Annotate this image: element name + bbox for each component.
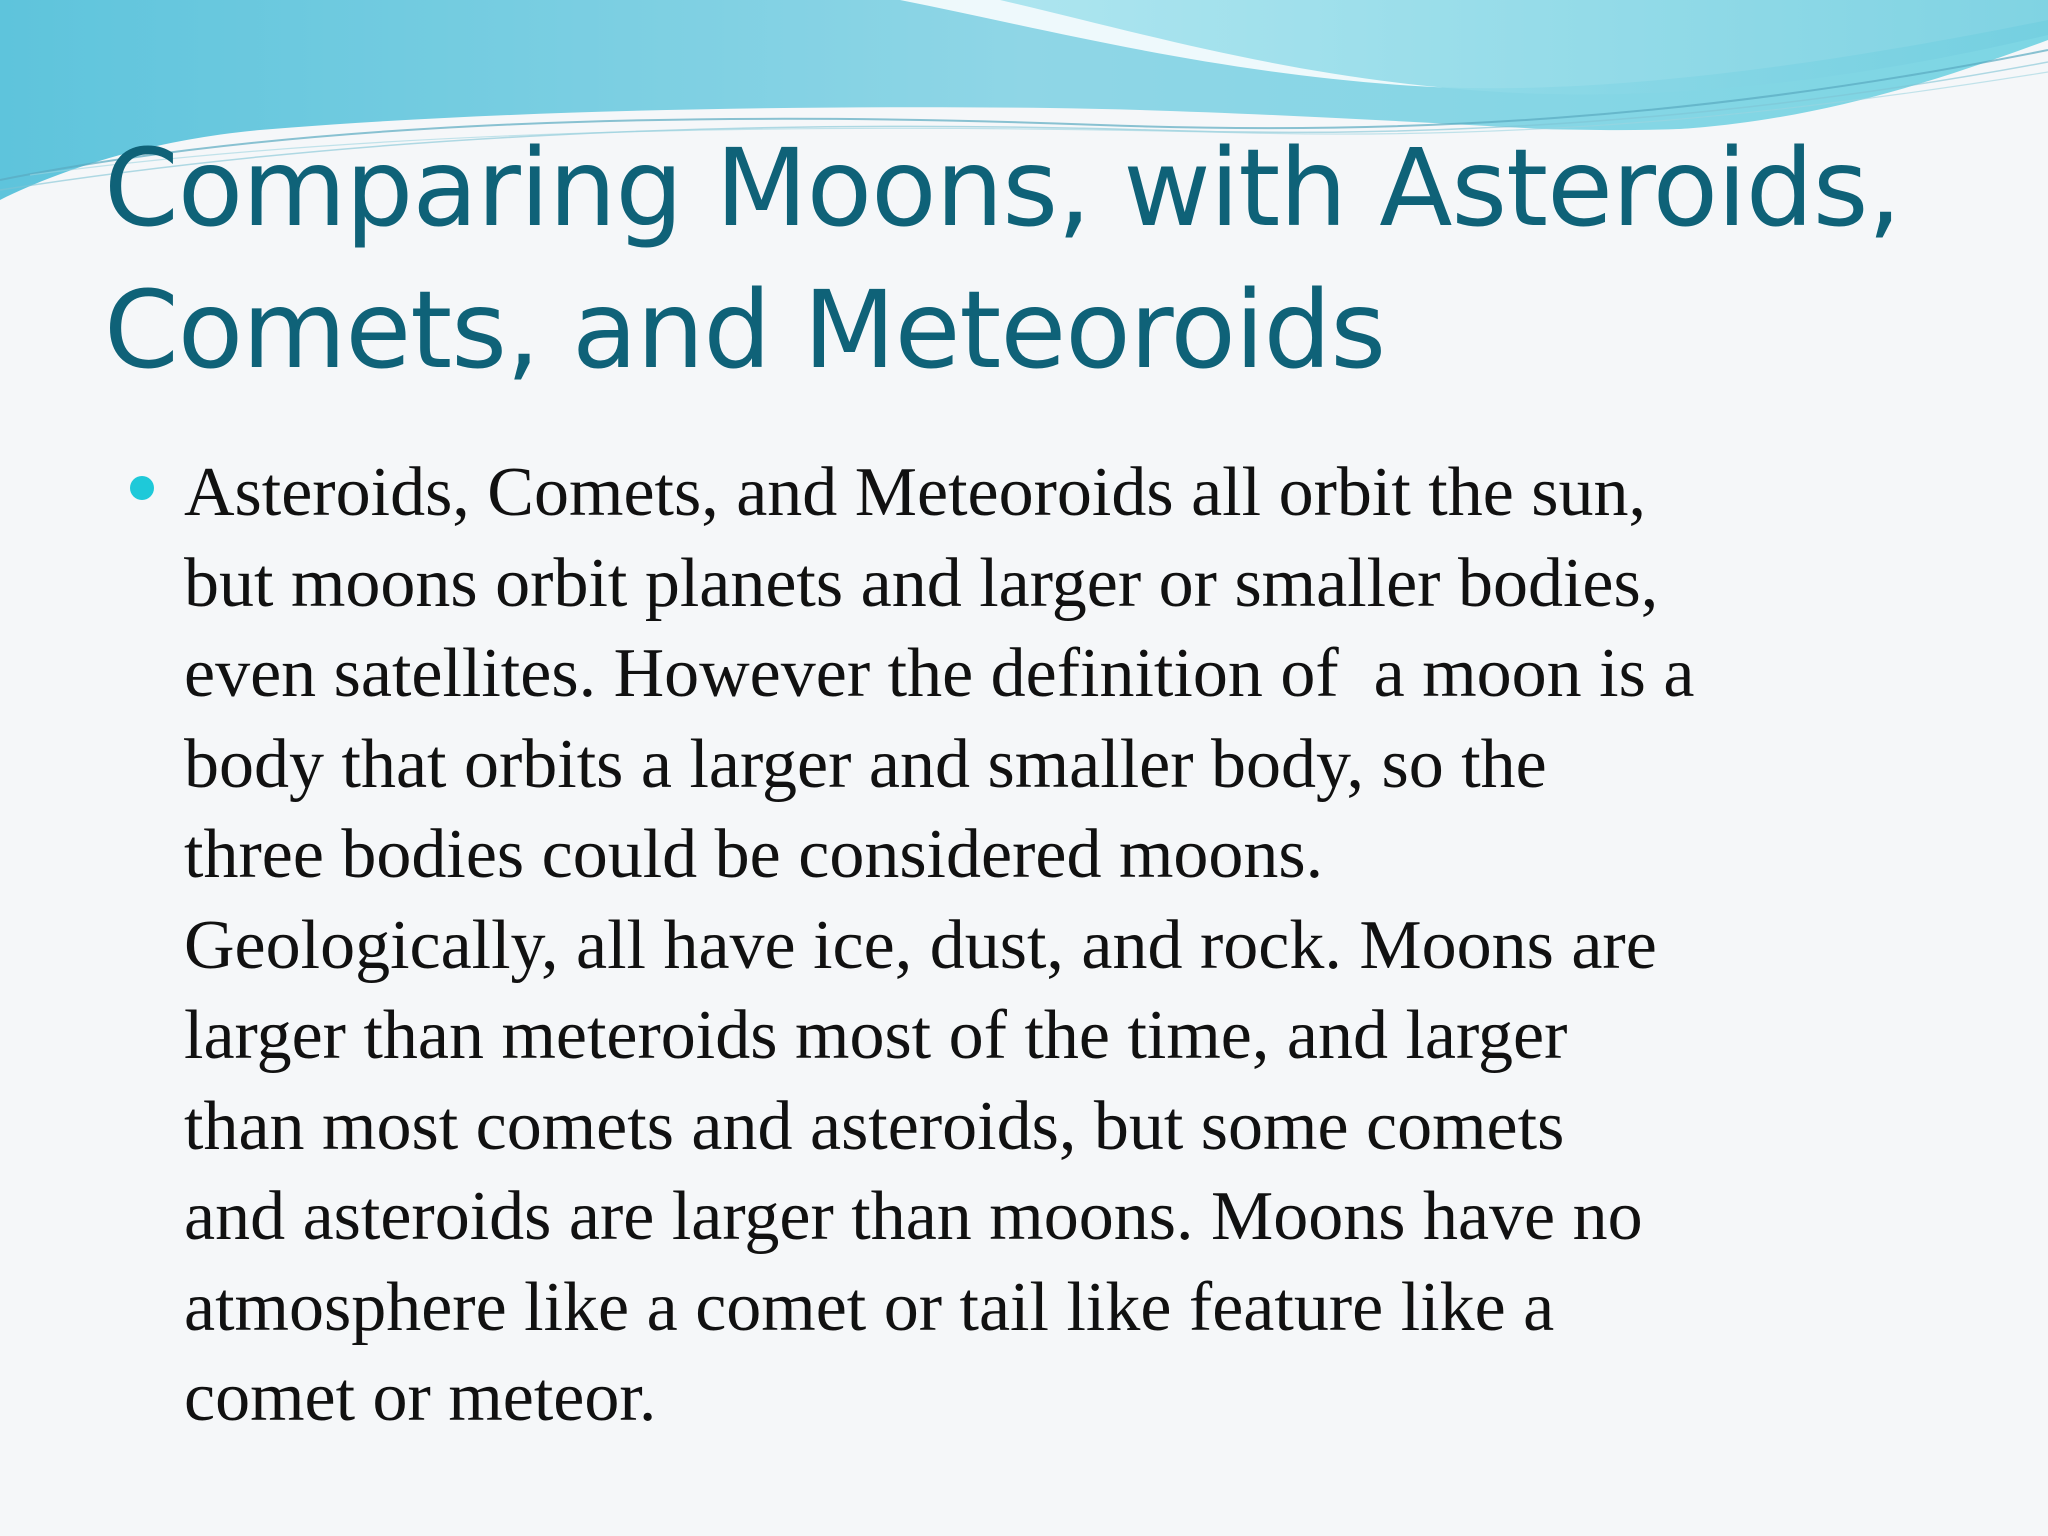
- bullet-line: Geologically, all have ice, dust, and rock. Moons are: [184, 906, 1657, 984]
- bullet-line: larger than meteroids most of the time, and larger: [184, 997, 1568, 1074]
- slide-body: [130, 448, 2010, 1444]
- bullet-line: body that orbits a larger and smaller body, so the: [184, 725, 1547, 803]
- slide-title-line: Comets, and Meteoroids: [104, 269, 1386, 393]
- bullet-line: than most comets and asteroids, but some comets: [184, 1087, 1565, 1165]
- bullet-line: and asteroids are larger than moons. Moons have no: [184, 1178, 1643, 1255]
- bullet-line: but moons orbit planets and larger or smaller bodies,: [184, 544, 1659, 622]
- bullet-line: atmosphere like a comet or tail like feature like a: [184, 1268, 1555, 1346]
- bullet-line: Asteroids, Comets, and Meteoroids all orbit the sun,: [184, 454, 1647, 531]
- bullet-text: [184, 448, 2010, 1444]
- bullet-item: [130, 448, 2010, 1444]
- slide-title-line: Comparing Moons, with Asteroids,: [104, 127, 1901, 251]
- slide-title: [104, 118, 1984, 402]
- bullet-dot-icon: [130, 476, 154, 500]
- bullet-line: three bodies could be considered moons.: [184, 816, 1324, 893]
- bullet-line: comet or meteor.: [184, 1359, 657, 1436]
- bullet-line: even satellites. However the definition of a moon is a: [184, 635, 1695, 712]
